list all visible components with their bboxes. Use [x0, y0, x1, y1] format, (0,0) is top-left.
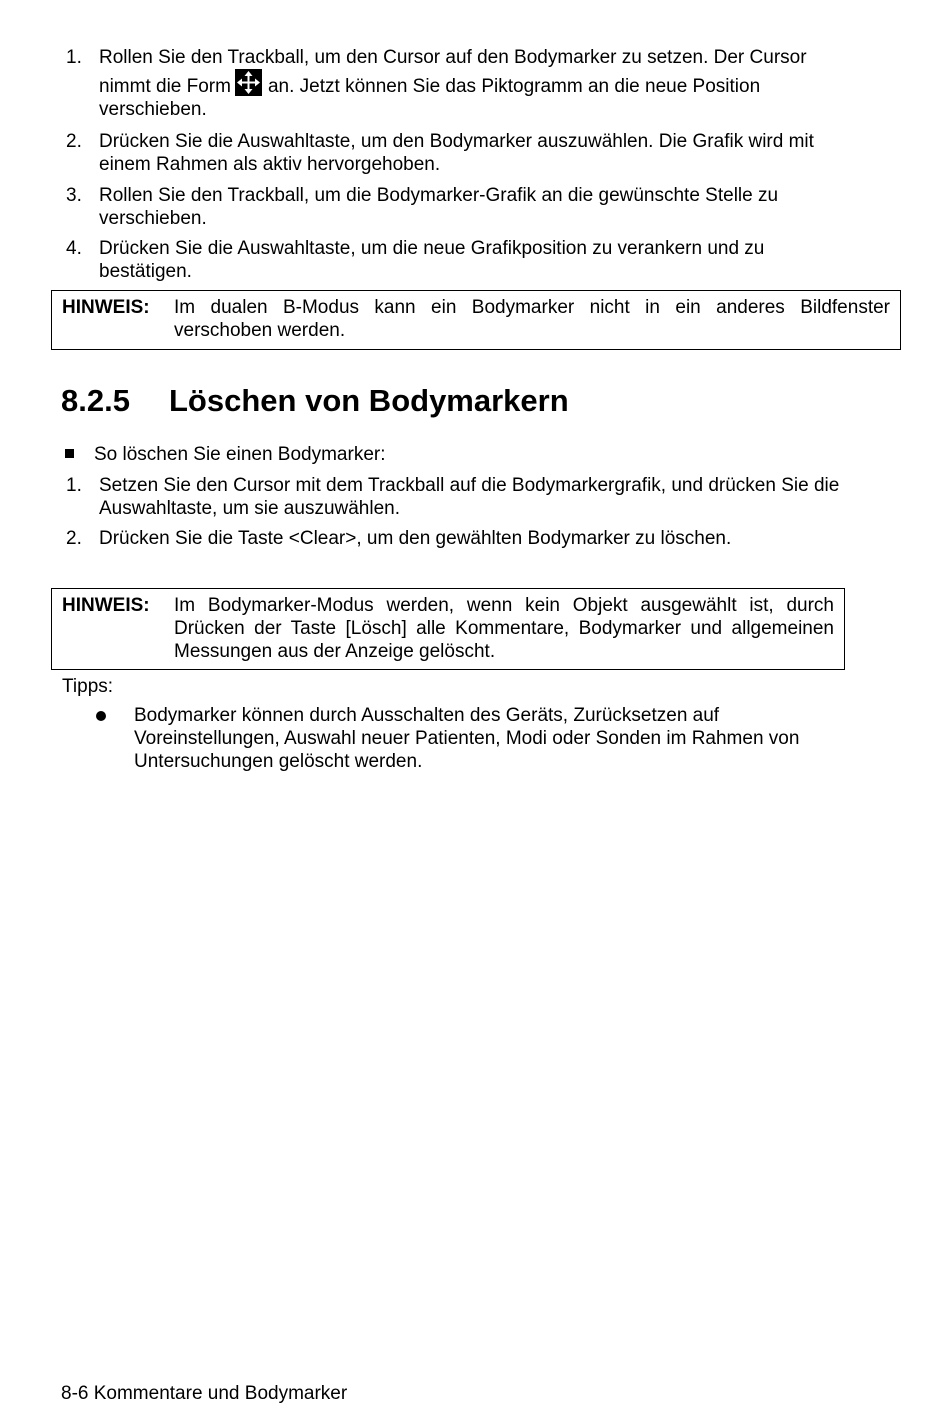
square-bullet-icon	[65, 449, 74, 458]
section-number: 8.2.5	[61, 383, 130, 418]
list-number: 1.	[66, 475, 82, 496]
list-item	[66, 130, 866, 176]
list-number: 2.	[66, 131, 82, 152]
list-item	[66, 184, 866, 230]
list-item	[66, 474, 866, 520]
list-item	[66, 237, 866, 283]
list-text: Drücken Sie die Auswahltaste, um die neue Grafikposition zu verankern und zu bestätigen.	[99, 238, 765, 282]
round-bullet-icon	[96, 711, 106, 721]
note-box	[51, 290, 901, 350]
list-text: an. Jetzt können Sie das Piktogramm an die neue Position verschieben.	[99, 76, 761, 120]
list-text: Rollen Sie den Trackball, um den Cursor auf den Bodymarker zu setzen. Der Cursor nimmt die Form	[99, 47, 807, 97]
list-number: 4.	[66, 238, 82, 259]
note-text: Im dualen B-Modus kann ein Bodymarker nicht in ein anderes Bildfenster verschoben werden.	[174, 297, 890, 341]
delete-intro: So löschen Sie einen Bodymarker:	[94, 444, 386, 465]
note-label: HINWEIS:	[62, 595, 150, 616]
list-text: Drücken Sie die Taste <Clear>, um den gewählten Bodymarker zu löschen.	[99, 528, 732, 549]
page-footer: 8-6 Kommentare und Bodymarker	[61, 1383, 348, 1404]
section-heading	[61, 383, 569, 419]
list-text: Setzen Sie den Cursor mit dem Trackball auf die Bodymarkergrafik, und drücken Sie die Auswahltaste, um sie auszuwählen.	[99, 475, 840, 519]
tips-label: Tipps:	[62, 676, 114, 697]
list-text: Rollen Sie den Trackball, um die Bodymarker-Grafik an die gewünschte Stelle zu verschieben.	[99, 185, 779, 229]
move-cursor-icon	[235, 69, 262, 96]
list-item	[66, 527, 866, 550]
note-box	[51, 588, 845, 670]
tip-item: Bodymarker können durch Ausschalten des Geräts, Zurücksetzen auf Voreinstellungen, Auswahl neuer Patienten, Modi oder Sonden im Rahmen von Untersuchungen gelöscht werden.	[134, 705, 800, 772]
list-text: Drücken Sie die Auswahltaste, um den Bodymarker auszuwählen. Die Grafik wird mit einem Rahmen als aktiv hervorgehoben.	[99, 131, 814, 175]
list-item	[66, 46, 866, 121]
section-title: Löschen von Bodymarkern	[169, 383, 569, 418]
list-number: 2.	[66, 528, 82, 549]
note-label: HINWEIS:	[62, 297, 150, 318]
note-text: Im Bodymarker-Modus werden, wenn kein Objekt ausgewählt ist, durch Drücken der Taste [Lösch] alle Kommentare, Bodymarker und allgemeinen Messungen aus der Anzeige gelöscht.	[174, 595, 834, 662]
list-number: 1.	[66, 47, 82, 68]
list-number: 3.	[66, 185, 82, 206]
